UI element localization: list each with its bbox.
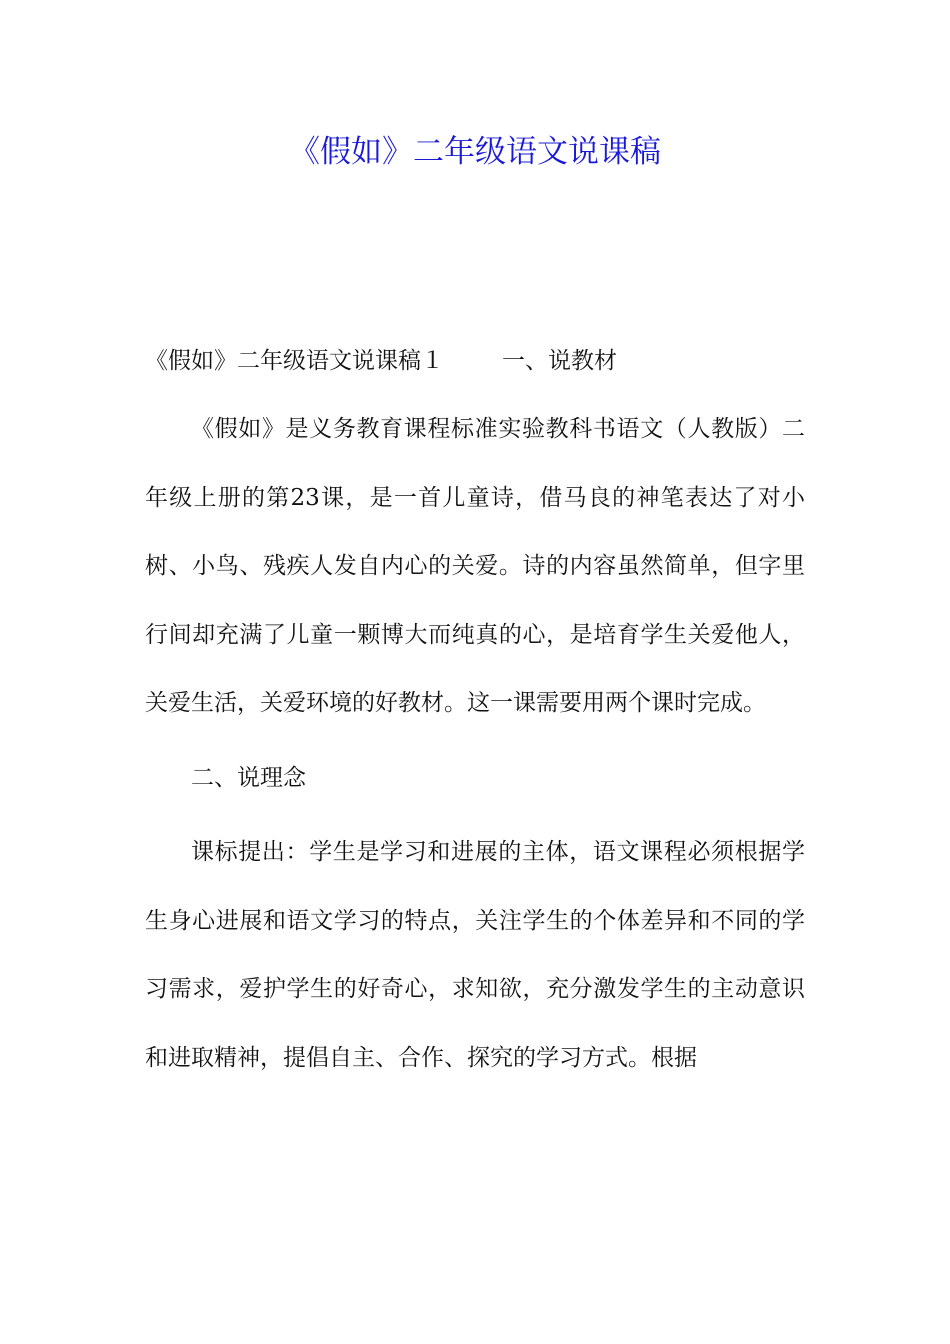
document-title: 《假如》二年级语文说课稿 bbox=[289, 134, 661, 170]
intro-line bbox=[145, 334, 805, 389]
document-body bbox=[145, 334, 805, 1092]
section2-heading: 二、说理念 bbox=[191, 764, 306, 791]
intro-label: 《假如》二年级语文说课稿１ bbox=[145, 348, 444, 374]
paragraph-2: 课标提出：学生是学习和进展的主体，语文课程必须根据学生身心进展和语文学习的特点，关注学生的个体差异和不同的学习需求，爱护学生的好奇心，求知欲，充分激发学生的主动意识和进取精神，提倡自主、合作、探究的学习方式。根据 bbox=[145, 839, 805, 1071]
paragraph-1: 《假如》是义务教育课程标准实验教科书语文（人教版）二年级上册的第23课，是一首儿童诗，借马良的神笔表达了对小树、小鸟、残疾人发自内心的关爱。诗的内容虽然简单，但字里行间却充满了儿童一颗博大而纯真的心，是培育学生关爱他人，关爱生活，关爱环境的好教材。这一课需要用两个课时完成。 bbox=[145, 416, 805, 716]
section1-heading: 一、说教材 bbox=[502, 348, 617, 374]
